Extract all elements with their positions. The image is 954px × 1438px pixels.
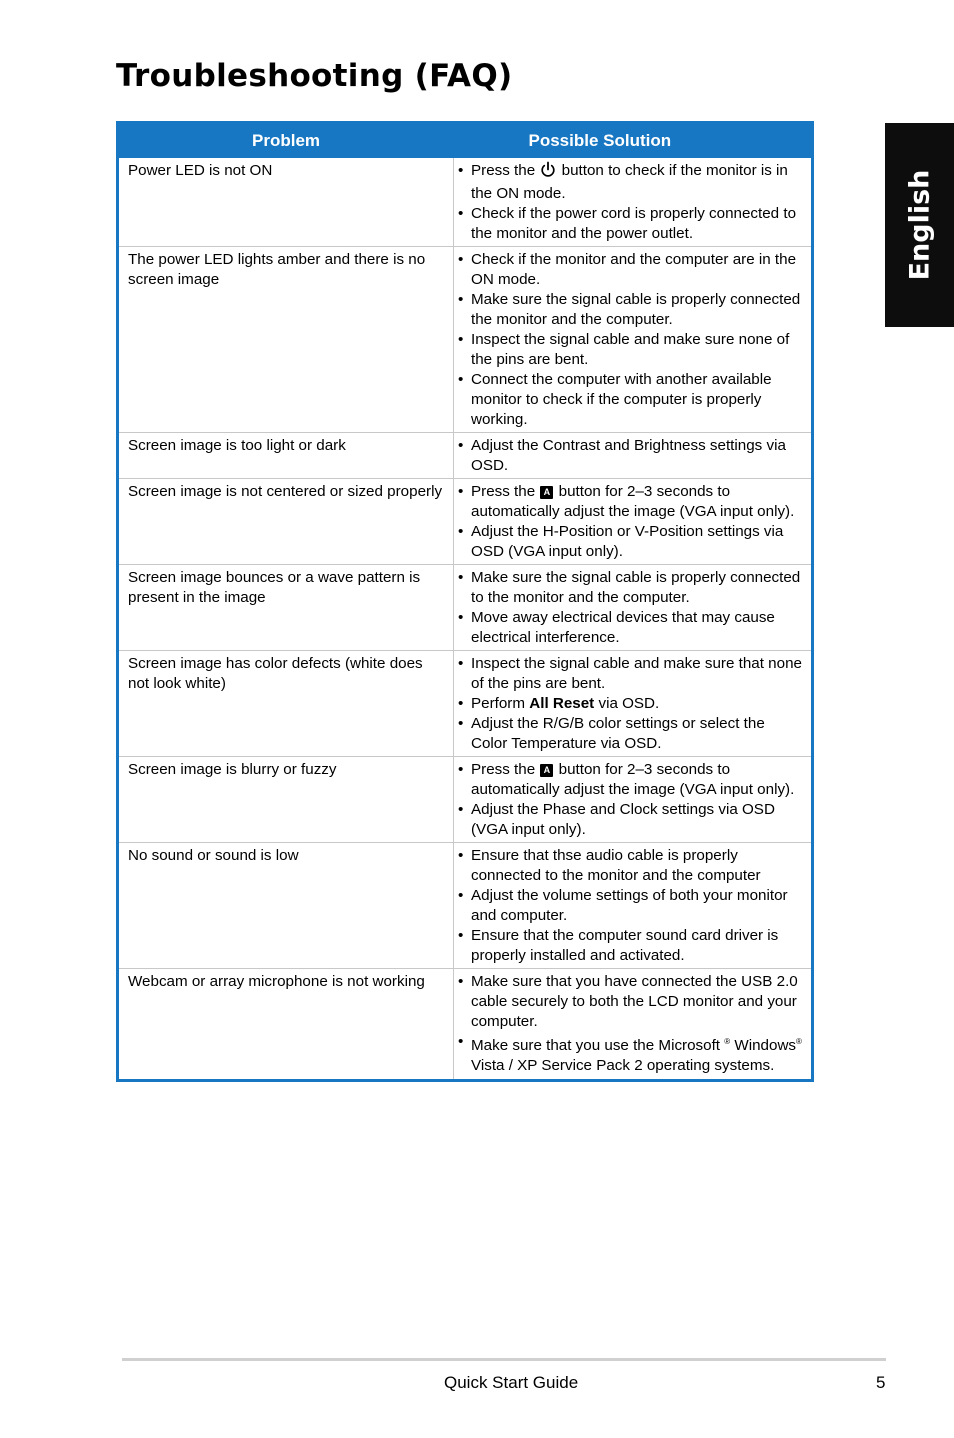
table-row: [118, 158, 813, 247]
header-problem: Problem: [118, 123, 454, 159]
power-icon: [540, 161, 556, 184]
solution-text: Connect the computer with another available monitor to check if the computer is properly working.: [471, 371, 772, 428]
solution-text-after: button for 2–3 seconds to automatically adjust the image (VGA input only).: [471, 761, 795, 798]
solution-text-before: Press the: [471, 162, 536, 179]
problem-cell: Webcam or array microphone is not working: [118, 969, 454, 1081]
solution-text-before: Perform: [471, 695, 526, 712]
solution-text: Check if the power cord is properly connected to the monitor and the power outlet.: [471, 205, 797, 242]
solution-text: Make sure the signal cable is properly connected the monitor and the computer.: [471, 291, 801, 328]
solution-text: Move away electrical devices that may cause electrical interference.: [471, 609, 775, 646]
solution-item: [457, 436, 805, 476]
header-solution: Possible Solution: [454, 123, 813, 159]
auto-adjust-icon: A: [540, 764, 553, 777]
table-row: [118, 479, 813, 565]
solution-item: [457, 204, 805, 244]
table-body: [118, 158, 813, 1081]
solution-text: Adjust the Contrast and Brightness settings via OSD.: [471, 437, 786, 474]
registered-mark: ®: [724, 1037, 731, 1046]
problem-cell: Screen image is not centered or sized properly: [118, 479, 454, 565]
solution-list: [457, 250, 805, 430]
problem-cell: Power LED is not ON: [118, 158, 454, 247]
solution-item: [457, 250, 805, 290]
problem-cell: No sound or sound is low: [118, 843, 454, 969]
solution-cell: [454, 651, 813, 757]
solution-item: [457, 846, 805, 886]
solution-bold-term: All Reset: [529, 695, 595, 712]
problem-cell: Screen image is too light or dark: [118, 433, 454, 479]
solution-cell: [454, 969, 813, 1081]
table-row: [118, 433, 813, 479]
solution-text-before: Press the: [471, 483, 536, 500]
solution-item: [457, 1032, 805, 1076]
solution-text-before: Press the: [471, 761, 536, 778]
language-tab-label: English: [904, 169, 935, 281]
table-row: [118, 247, 813, 433]
solution-item: [457, 760, 805, 800]
solution-list: [457, 482, 805, 562]
solution-text: Adjust the volume settings of both your monitor and computer.: [471, 887, 788, 924]
language-tab: [885, 123, 954, 327]
table-header-row: [118, 123, 813, 159]
solution-text: Adjust the R/G/B color settings or select the Color Temperature via OSD.: [471, 715, 765, 752]
table-row: [118, 565, 813, 651]
solution-list: [457, 436, 805, 476]
problem-cell: The power LED lights amber and there is no screen image: [118, 247, 454, 433]
solution-item: [457, 714, 805, 754]
footer-page-number: 5: [876, 1373, 886, 1392]
solution-list: [457, 846, 805, 966]
solution-text: Adjust the Phase and Clock settings via OSD (VGA input only).: [471, 801, 775, 838]
solution-cell: [454, 158, 813, 247]
solution-item: [457, 926, 805, 966]
footer-guide-title: Quick Start Guide: [444, 1373, 579, 1392]
solution-list: [457, 654, 805, 754]
solution-list: [457, 760, 805, 840]
solution-item: [457, 972, 805, 1032]
solution-text: Inspect the signal cable and make sure that none of the pins are bent.: [471, 655, 802, 692]
solution-cell: [454, 565, 813, 651]
solution-text-after: button for 2–3 seconds to automatically adjust the image (VGA input only).: [471, 483, 795, 520]
problem-cell: Screen image is blurry or fuzzy: [118, 757, 454, 843]
solution-text-after: Vista / XP Service Pack 2 operating systems.: [471, 1057, 775, 1074]
faq-table: [116, 121, 814, 1082]
solution-text: Make sure that you have connected the USB 2.0 cable securely to both the LCD monitor and your computer.: [471, 973, 798, 1030]
solution-item: [457, 568, 805, 608]
solution-item: [457, 608, 805, 648]
solution-item: [457, 694, 805, 714]
solution-text: Make sure the signal cable is properly connected to the monitor and the computer.: [471, 569, 801, 606]
registered-mark: ®: [796, 1037, 802, 1046]
solution-item: [457, 330, 805, 370]
table-row: [118, 969, 813, 1081]
solution-text-before: Make sure that you use the Microsoft: [471, 1037, 721, 1054]
solution-text-after: via OSD.: [598, 695, 660, 712]
page-title: Troubleshooting (FAQ): [116, 58, 513, 94]
solution-cell: [454, 843, 813, 969]
solution-list: [457, 568, 805, 648]
solution-item: [457, 290, 805, 330]
table-row: [118, 843, 813, 969]
solution-item: [457, 161, 805, 204]
table-row: [118, 651, 813, 757]
solution-text: Ensure that thse audio cable is properly connected to the monitor and the computer: [471, 847, 761, 884]
solution-item: [457, 522, 805, 562]
solution-cell: [454, 433, 813, 479]
solution-text: Adjust the H-Position or V-Position settings via OSD (VGA input only).: [471, 523, 784, 560]
solution-item: [457, 370, 805, 430]
solution-item: [457, 800, 805, 840]
solution-cell: [454, 757, 813, 843]
solution-list: [457, 972, 805, 1076]
problem-cell: Screen image bounces or a wave pattern is present in the image: [118, 565, 454, 651]
footer-divider: [122, 1358, 886, 1361]
solution-text-middle: Windows: [730, 1037, 797, 1054]
solution-cell: [454, 479, 813, 565]
problem-cell: Screen image has color defects (white does not look white): [118, 651, 454, 757]
solution-text: Ensure that the computer sound card driver is properly installed and activated.: [471, 927, 779, 964]
solution-item: [457, 886, 805, 926]
solution-item: [457, 654, 805, 694]
solution-item: [457, 482, 805, 522]
solution-cell: [454, 247, 813, 433]
solution-text: Check if the monitor and the computer are in the ON mode.: [471, 251, 797, 288]
solution-text: Inspect the signal cable and make sure none of the pins are bent.: [471, 331, 790, 368]
solution-text-after: button to check if the monitor is in the ON mode.: [471, 162, 788, 202]
table-row: [118, 757, 813, 843]
solution-list: [457, 161, 805, 244]
auto-adjust-icon: A: [540, 486, 553, 499]
